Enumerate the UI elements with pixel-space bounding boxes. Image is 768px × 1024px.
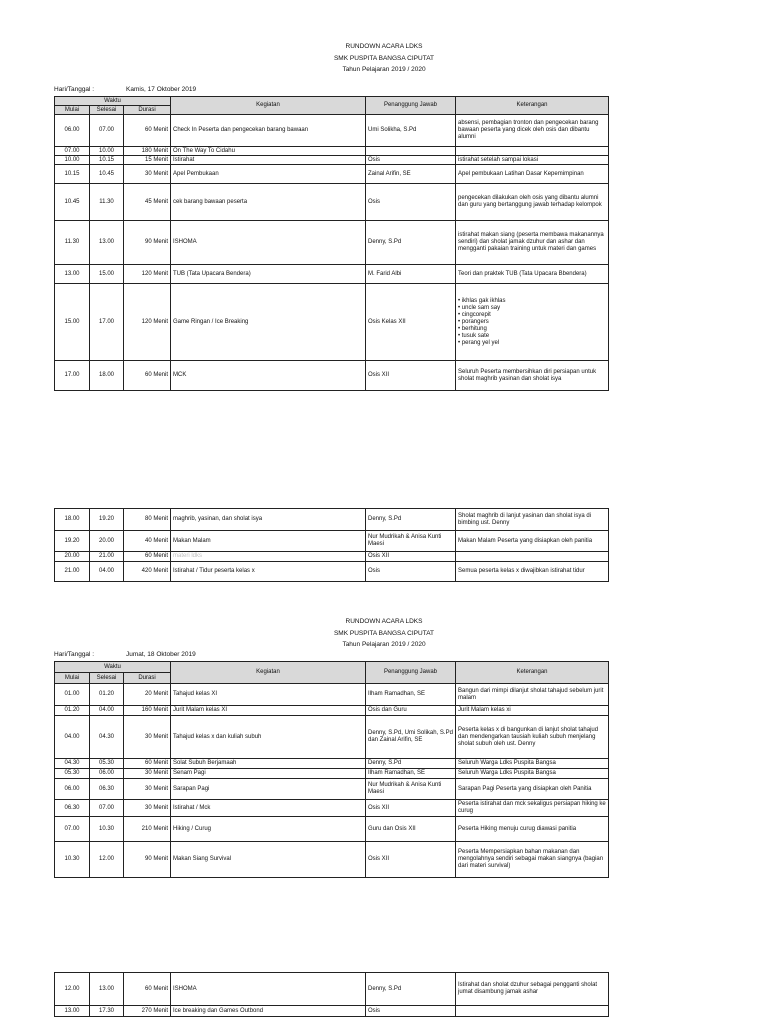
cell-selesai: 06.00 [90, 769, 124, 779]
table-row [55, 115, 609, 147]
cell-selesai: 04.00 [90, 562, 124, 582]
table-row [55, 1006, 609, 1017]
table-row [55, 973, 609, 1006]
cell-penanggung-jawab: Osis Kelas XII [366, 284, 456, 361]
cell-durasi: 180 Menit [124, 147, 171, 156]
cell-keterangan: absensi, pembagian tronton dan pengecekan barang bawaan peserta yang dicek oleh osis dan dibantu alumni [456, 115, 609, 147]
cell-durasi: 45 Menit [124, 184, 171, 221]
cell-keterangan: Bangun dari mimpi dilanjut sholat tahajud sebelum jurit malam [456, 684, 609, 706]
cell-mulai: 15.00 [55, 284, 90, 361]
cell-keterangan: Makan Malam Peserta yang disiapkan oleh panitia [456, 531, 609, 552]
table-row [55, 531, 609, 552]
cell-selesai: 04.00 [90, 706, 124, 716]
cell-keterangan: Peserta Hiking menuju curug diawasi panitia [456, 817, 609, 842]
cell-selesai: 15.00 [90, 265, 124, 284]
table-row [55, 817, 609, 842]
cell-kegiatan: MCK [171, 361, 366, 391]
cell-penanggung-jawab: Guru dan Osis XII [366, 817, 456, 842]
table-row [55, 221, 609, 265]
cell-penanggung-jawab: Zainal Arifin, SE [366, 165, 456, 184]
col-header-kegiatan: Kegiatan [171, 662, 366, 684]
cell-kegiatan: ISHOMA [171, 221, 366, 265]
cell-keterangan [456, 1006, 609, 1017]
cell-keterangan: Istirahat dan sholat dzuhur sebagai pengganti sholat jumat disambung jamak ashar [456, 973, 609, 1006]
cell-durasi: 60 Menit [124, 552, 171, 562]
cell-selesai: 10.30 [90, 817, 124, 842]
cell-penanggung-jawab: Osis XII [366, 361, 456, 391]
cell-durasi: 15 Menit [124, 156, 171, 165]
col-header-selesai: Selesai [90, 673, 124, 684]
table-row [55, 552, 609, 562]
col-header-waktu: Waktu [55, 97, 171, 106]
cell-penanggung-jawab: Osis dan Guru [366, 706, 456, 716]
cell-keterangan: Seluruh Warga Ldks Puspita Bangsa [456, 759, 609, 769]
cell-penanggung-jawab [366, 147, 456, 156]
col-header-pj: Penanggung Jawab [366, 662, 456, 684]
cell-kegiatan: Istirahat [171, 156, 366, 165]
col-header-waktu: Waktu [55, 662, 171, 673]
table-row [55, 284, 609, 361]
table-row [55, 147, 609, 156]
cell-durasi: 210 Menit [124, 817, 171, 842]
cell-durasi: 60 Menit [124, 361, 171, 391]
cell-penanggung-jawab: Nur Mudrikah & Anisa Kunti Maesi [366, 779, 456, 800]
cell-penanggung-jawab: Denny, S.Pd [366, 221, 456, 265]
cell-kegiatan: Makan Siang Survival [171, 842, 366, 878]
cell-mulai: 13.00 [55, 265, 90, 284]
cell-mulai: 06.00 [55, 115, 90, 147]
table-row [55, 265, 609, 284]
cell-kegiatan: Sarapan Pagi [171, 779, 366, 800]
cell-mulai: 10.45 [55, 184, 90, 221]
rundown-table-day2 [54, 661, 609, 878]
cell-selesai: 13.00 [90, 973, 124, 1006]
cell-durasi: 30 Menit [124, 165, 171, 184]
cell-keterangan: Teori dan praktek TUB (Tata Upacara Bbendera) [456, 265, 609, 284]
cell-penanggung-jawab: Denny, S.Pd, Umi Solikah, S.Pd dan Zainal Arifin, SE [366, 716, 456, 759]
cell-mulai: 18.00 [55, 509, 90, 531]
cell-keterangan: Peserta Mempersiapkan bahan makanan dan mengolahnya sendiri sebagai makan siangnya (bagian dari materi survival) [456, 842, 609, 878]
cell-mulai: 06.30 [55, 800, 90, 817]
school-name: SMK PUSPITA BANGSA CIPUTAT [333, 629, 435, 637]
table-row [55, 184, 609, 221]
cell-mulai: 17.00 [55, 361, 90, 391]
cell-keterangan: istirahat makan siang (peserta membawa makanannya sendiri) dan sholat jamak dzuhur dan ashar dan mengganti pakaian training untuk materi dan games [456, 221, 609, 265]
cell-durasi: 60 Menit [124, 759, 171, 769]
cell-mulai: 11.30 [55, 221, 90, 265]
cell-penanggung-jawab: M. Farid Albi [366, 265, 456, 284]
rundown-table-day1-continued [54, 508, 609, 582]
cell-penanggung-jawab: Denny, S.Pd [366, 759, 456, 769]
cell-selesai: 06.30 [90, 779, 124, 800]
cell-durasi: 30 Menit [124, 800, 171, 817]
cell-kegiatan: Check In Peserta dan pengecekan barang bawaan [171, 115, 366, 147]
cell-durasi: 60 Menit [124, 973, 171, 1006]
cell-mulai: 12.00 [55, 973, 90, 1006]
cell-durasi: 30 Menit [124, 769, 171, 779]
col-header-durasi: Durasi [124, 106, 171, 115]
cell-keterangan: istirahat setelah sampai lokasi [456, 156, 609, 165]
cell-kegiatan: Apel Pembukaan [171, 165, 366, 184]
table-row [55, 769, 609, 779]
cell-kegiatan: Istirahat / Tidur peserta kelas x [171, 562, 366, 582]
cell-penanggung-jawab: Ilham Ramadhan, SE [366, 684, 456, 706]
cell-penanggung-jawab: Umi Solikha, S.Pd [366, 115, 456, 147]
cell-selesai: 17.30 [90, 1006, 124, 1017]
cell-selesai: 18.00 [90, 361, 124, 391]
col-header-pj: Penanggung Jawab [366, 97, 456, 115]
col-header-keterangan: Keterangan [456, 662, 609, 684]
table-row [55, 716, 609, 759]
cell-kegiatan: materi ldks [171, 552, 366, 562]
cell-durasi: 30 Menit [124, 779, 171, 800]
table-row [55, 156, 609, 165]
school-year: Tahun Pelajaran 2019 / 2020 [342, 641, 426, 648]
cell-selesai: 17.00 [90, 284, 124, 361]
cell-mulai: 13.00 [55, 1006, 90, 1017]
rundown-table-day2-continued [54, 972, 609, 1017]
cell-durasi: 120 Menit [124, 284, 171, 361]
date-value: Jumat, 18 Oktober 2019 [126, 651, 196, 658]
date-label: Hari/Tanggal : [54, 86, 95, 93]
cell-keterangan [456, 147, 609, 156]
cell-kegiatan: ISHOMA [171, 973, 366, 1006]
table-row [55, 165, 609, 184]
cell-penanggung-jawab: Osis XII [366, 800, 456, 817]
cell-kegiatan: Istirahat / Mck [171, 800, 366, 817]
table-row [55, 509, 609, 531]
cell-durasi: 60 Menit [124, 115, 171, 147]
cell-selesai: 12.00 [90, 842, 124, 878]
cell-kegiatan: TUB (Tata Upacara Bendera) [171, 265, 366, 284]
table-row [55, 800, 609, 817]
cell-kegiatan: Game Ringan / Ice Breaking [171, 284, 366, 361]
col-header-selesai: Selesai [90, 106, 124, 115]
col-header-keterangan: Keterangan [456, 97, 609, 115]
cell-kegiatan: cek barang bawaan peserta [171, 184, 366, 221]
cell-selesai: 19.20 [90, 509, 124, 531]
cell-selesai: 10.00 [90, 147, 124, 156]
cell-mulai: 04.00 [55, 716, 90, 759]
cell-keterangan [456, 552, 609, 562]
col-header-kegiatan: Kegiatan [171, 97, 366, 115]
col-header-durasi: Durasi [124, 673, 171, 684]
cell-selesai: 01.20 [90, 684, 124, 706]
cell-durasi: 90 Menit [124, 221, 171, 265]
cell-keterangan: Sholat maghrib di lanjut yasinan dan sholat isya di bimbing ust. Denny [456, 509, 609, 531]
table-row [55, 759, 609, 769]
cell-penanggung-jawab: Denny, S.Pd [366, 973, 456, 1006]
cell-keterangan: Peserta istirahat dan mck sekaligus persiapan hiking ke curug [456, 800, 609, 817]
cell-kegiatan: On The Way To Cidahu [171, 147, 366, 156]
table-row [55, 361, 609, 391]
cell-mulai: 06.00 [55, 779, 90, 800]
cell-kegiatan: Senam Pagi [171, 769, 366, 779]
cell-mulai: 19.20 [55, 531, 90, 552]
cell-selesai: 10.45 [90, 165, 124, 184]
date-value: Kamis, 17 Oktober 2019 [126, 86, 197, 93]
cell-mulai: 10.30 [55, 842, 90, 878]
cell-mulai: 10.00 [55, 156, 90, 165]
cell-mulai: 04.30 [55, 759, 90, 769]
table-row [55, 684, 609, 706]
cell-penanggung-jawab: Denny, S.Pd [366, 509, 456, 531]
cell-mulai: 01.00 [55, 684, 90, 706]
cell-durasi: 120 Menit [124, 265, 171, 284]
cell-mulai: 10.15 [55, 165, 90, 184]
cell-keterangan: Jurit Malam kelas xi [456, 706, 609, 716]
table-row [55, 706, 609, 716]
cell-penanggung-jawab: Osis [366, 1006, 456, 1017]
cell-selesai: 13.00 [90, 221, 124, 265]
rundown-table-day1 [54, 96, 609, 391]
col-header-mulai: Mulai [55, 673, 90, 684]
day2-header [0, 616, 768, 651]
cell-mulai: 07.00 [55, 147, 90, 156]
cell-mulai: 20.00 [55, 552, 90, 562]
school-year: Tahun Pelajaran 2019 / 2020 [342, 66, 426, 73]
cell-selesai: 07.00 [90, 800, 124, 817]
cell-penanggung-jawab: Nur Mudrikah & Anisa Kunti Maesi [366, 531, 456, 552]
school-name: SMK PUSPITA BANGSA CIPUTAT [333, 54, 435, 62]
cell-mulai: 21.00 [55, 562, 90, 582]
cell-durasi: 160 Menit [124, 706, 171, 716]
cell-keterangan: Seluruh Warga Ldks Puspita Bangsa [456, 769, 609, 779]
table-row [55, 842, 609, 878]
cell-keterangan: Seluruh Peserta membersihkan diri persiapan untuk sholat maghrib yasinan dan sholat isya [456, 361, 609, 391]
day1-date-line [54, 86, 197, 93]
cell-penanggung-jawab: Osis XII [366, 552, 456, 562]
cell-durasi: 40 Menit [124, 531, 171, 552]
cell-penanggung-jawab: Osis XII [366, 842, 456, 878]
cell-durasi: 90 Menit [124, 842, 171, 878]
doc-title: RUNDOWN ACARA LDKS [345, 618, 423, 625]
cell-keterangan: pengecekan dilakukan oleh osis yang dibantu alumni dan guru yang bertanggung jawab terhadap kelompok [456, 184, 609, 221]
cell-kegiatan: Hiking / Curug [171, 817, 366, 842]
cell-keterangan: Apel pembukaan Latihan Dasar Kepemimpinan [456, 165, 609, 184]
cell-penanggung-jawab: Ilham Ramadhan, SE [366, 769, 456, 779]
cell-keterangan: • ikhlas gak ikhlas • uncle sam say • cingcorepit • porangers • berhitung • tusuk sate • perang yel yel [456, 284, 609, 361]
cell-durasi: 420 Menit [124, 562, 171, 582]
cell-selesai: 05.30 [90, 759, 124, 769]
cell-penanggung-jawab: Osis [366, 562, 456, 582]
cell-kegiatan: Tahajud kelas XI [171, 684, 366, 706]
cell-durasi: 20 Menit [124, 684, 171, 706]
cell-durasi: 270 Menit [124, 1006, 171, 1017]
cell-selesai: 11.30 [90, 184, 124, 221]
cell-selesai: 21.00 [90, 552, 124, 562]
cell-penanggung-jawab: Osis [366, 184, 456, 221]
doc-title: RUNDOWN ACARA LDKS [345, 43, 423, 50]
day1-header [0, 41, 768, 76]
cell-keterangan: Semua peserta kelas x diwajibkan istirahat tidur [456, 562, 609, 582]
cell-selesai: 07.00 [90, 115, 124, 147]
date-label: Hari/Tanggal : [54, 651, 95, 658]
cell-durasi: 80 Menit [124, 509, 171, 531]
cell-kegiatan: Makan Malam [171, 531, 366, 552]
cell-kegiatan: Tahajud kelas x dan kuliah subuh [171, 716, 366, 759]
col-header-mulai: Mulai [55, 106, 90, 115]
cell-selesai: 10.15 [90, 156, 124, 165]
cell-penanggung-jawab: Osis [366, 156, 456, 165]
cell-mulai: 07.00 [55, 817, 90, 842]
cell-durasi: 30 Menit [124, 716, 171, 759]
cell-selesai: 20.00 [90, 531, 124, 552]
cell-keterangan: Peserta kelas x di bangunkan di lanjut sholat tahajud dan mendengarkan tausiah kuliah subuh menjelang sholat subuh oleh ust. Denny [456, 716, 609, 759]
table-row [55, 779, 609, 800]
cell-kegiatan: Jurit Malam kelas XI [171, 706, 366, 716]
cell-mulai: 05.30 [55, 769, 90, 779]
cell-keterangan: Sarapan Pagi Peserta yang disiapkan oleh Panitia [456, 779, 609, 800]
table-row [55, 562, 609, 582]
cell-kegiatan: maghrib, yasinan, dan sholat isya [171, 509, 366, 531]
cell-kegiatan: Ice breaking dan Games Outbond [171, 1006, 366, 1017]
day2-date-line [54, 651, 196, 658]
cell-kegiatan: Solat Subuh Berjamaah [171, 759, 366, 769]
cell-selesai: 04.30 [90, 716, 124, 759]
cell-mulai: 01.20 [55, 706, 90, 716]
